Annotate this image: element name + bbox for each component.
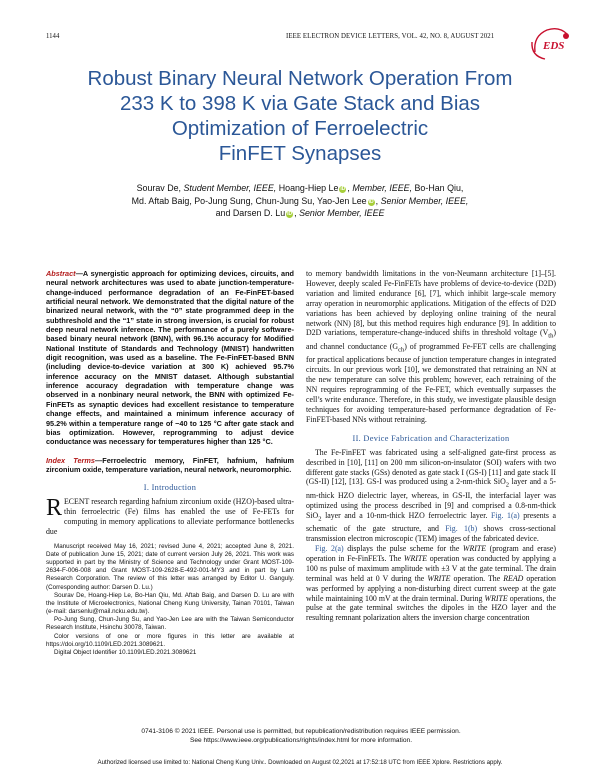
author-name: Md. Aftab Baig, Po-Jung Sung, Chun-Jung Su, Yao-Jen Lee (131, 195, 367, 206)
logo-text: EDS (543, 40, 565, 52)
copyright-line: 0741-3106 © 2021 IEEE. Personal use is permitted, but republication/redistribution requires IEEE permission. (141, 728, 461, 735)
section-heading: II. Device Fabrication and Characterization (352, 433, 510, 443)
intro-continued: to memory bandwidth limitations in the von-Neumann architecture [1]–[5]. However, deeply scaled Fe-FinFETs have problems of device-to-device (D2D) variation and limited endurance [6], [7], which inhibit large-scale memory array operation in neuromorphic applications. Mitigation of the effects of D2D variations has been achieved by deploying online training of the neural network (NN) [8], but this method requires high endurance [9]. In addition to D2D variations, temperature-change-induced shifts in threshold voltage $(V_{th})$ and channel conductance $(G_{ch})$ of programmed Fe-FET cells are challenging for practical applications because of junction temperature changes in integrated circuits. In our previous work [10], we demonstrated that retraining an NN at the new temperature can solve this problem; however, each retraining of the NN requires reprogramming of the Fe-FET, which eventually surpasses the cell’s write endurance. Therefore, in this study, we investigate plausible design techniques for avoiding temperature-based performance degradation of Fe-FinFET-based NNs without retraining. (306, 269, 556, 424)
running-head: IEEE ELECTRON DEVICE LETTERS, VOL. 42, NO. 8, AUGUST 2021 (286, 33, 495, 40)
figure-link[interactable]: Fig. 1(b) (445, 524, 478, 534)
title-line: Optimization of Ferroelectric (171, 117, 429, 140)
section2-paragraph: Fig. 2(a) displays the pulse scheme for the WRITE (program and erase) operation in Fe-FinFETs. The WRITE operation was conducted by applying a 100 ns pulse of maximum amplitude with ±3 V at the gate terminal. The drain terminal was held at 0 V during the WRITE operation. The READ operation was performed by applying a non-disturbing direct current sweep at the gate while maintaining 100 mV at the drain terminal. During WRITE operations, the pulse at the gate terminal switches the dipoles in the HZO layer and the resulting remnant polarization alters the inversion charge concentration (306, 544, 557, 623)
index-terms: Index Terms—Ferroelectric memory, FinFET, hafnium, hafnium zirconium oxide, temperature variation, neural network, neuromorphic. (46, 455, 294, 474)
eds-logo-icon (529, 22, 573, 62)
orcid-icon[interactable]: iD (287, 211, 293, 218)
license-footer: Authorized licensed use limited to: National Cheng Kung Univ.. Downloaded on August 02,2021 at 17:52:18 UTC from IEEE Xplore. Restrictions apply. (97, 759, 503, 766)
drop-cap: R (46, 495, 63, 522)
author-affil: Student Member, IEEE, (183, 183, 277, 193)
copyright-footer (96, 727, 506, 745)
footnotes (46, 543, 294, 657)
author-name: Bo-Han Qiu, (414, 183, 464, 193)
author-affil: Senior Member, IEEE, (380, 195, 469, 206)
footnote: Color versions of one or more figures in this letter are available at https://doi.org/10.1109/LED.2021.3089621. (46, 632, 294, 648)
left-column (46, 269, 294, 657)
author-affil: Senior Member, IEEE (299, 208, 385, 219)
footnote: Po-Jung Sung, Chun-Jung Su, and Yao-Jen Lee are with the Taiwan Semiconductor Research Institute, Hsinchu 30078, Taiwan. (46, 616, 294, 632)
orcid-icon[interactable]: iD (340, 186, 346, 192)
author-affil: Member, IEEE, (352, 183, 413, 193)
paper-title (40, 66, 560, 166)
index-terms-text: Ferroelectric memory, FinFET, hafnium, hafnium zirconium oxide, temperature variation, neural network, neuromorphic. (46, 455, 294, 474)
title-line: 233 K to 398 K via Gate Stack and Bias (119, 92, 481, 115)
eds-logo (529, 22, 573, 62)
section2-paragraph: The Fe-FinFET was fabricated using a self-aligned gate-first process as described in [10], [11] on 200 mm silicon-on-insulator (SOI) wafers with two different gate stacks (GSs) denoted as gate stack I (GS-I) [11] and gate stack II (GS-II) [12], [13]. GS-I was produced using a 2-nm-thick SiO$_2$ layer and a 5-nm-thick HZO dielectric layer, whereas, in GS-II, the interfacial layer was optimized using the process described in [9] and comprised a 0.8-nm-thick SiO$_2$ layer and a 10-nm-thick HZO ferroelectric layer. Fig. 1(a) presents a schematic of the gate structure, and Fig. 1(b) shows cross-sectional transmission electron microscopic (TEM) images of the fabricated device. (306, 447, 556, 544)
author-list: Sourav De, Student Member, IEEE, Hoang-Hiep Le iD , Member, IEEE, Bo-Han Qiu, Md. Aftab Baig, Po-Jung Sung, Chun-Jung Su, Yao-Jen Lee iD , Senior Member, IEEE, and Darsen D. Lu iD , Senior Member, IEEE (131, 183, 469, 219)
abstract-label: Abstract (46, 269, 76, 278)
abstract: Abstract—A synergistic approach for optimizing devices, circuits, and neural network architectures was used to abate junction-temperature-change-induced performance degradation of an Fe-FinFET-based artificial neural network. We demonstrated that the digital nature of the binarized neural network, with the “0” state programmed deep in the subthreshold and the “1” state in strong inversion, is crucial for robust deep neural network inference. The performance of a purely software-based binary neural network (BNN), with 96.1% accuracy for Modified National Institute of Standards and Technology (MNIST) handwritten digit recognition, was used as a baseline. The Fe-FinFET-based BNN (including device-to-device variation at 300 K) achieved 95.7% inference accuracy on the MNIST dataset. Although substantial inference accuracy degradation with temperature change was observed in a nonbinary neural network, the BNN with optimized Fe-FinFETs as synaptic devices had excellent resistance to temperature change effects, and maintained a minimum inference accuracy of 95.2% within a temperature range of −40 to 125 °C after gate stack and bias optimization. However, reprogramming to adjust device conductance was necessary for temperatures higher than 125 °C. (46, 269, 294, 447)
orcid-icon[interactable]: iD (368, 198, 374, 205)
title-line: FinFET Synapses (218, 142, 382, 165)
index-terms-label: Index Terms (46, 455, 95, 465)
figure-link[interactable]: Fig. 2(a) (315, 544, 344, 553)
footnote: Sourav De, Hoang-Hiep Le, Bo-Han Qiu, Md. Aftab Baig, and Darsen D. Lu are with the Institute of Microelectronics, National Cheng Kung University, Tainan 70101, Taiwan (e-mail: darsenlu@mail.ncku.edu.tw). (46, 591, 294, 616)
figure-link[interactable]: Fig. 1(a) (491, 510, 520, 520)
right-column (306, 269, 556, 623)
page-number: 1144 (46, 33, 60, 40)
author-name: Hoang-Hiep Le (278, 183, 339, 193)
abstract-text: A synergistic approach for optimizing devices, circuits, and neural network architectures was used to abate junction-temperature-change-induced performance degradation of an Fe-FinFET-based artificial neural network. We demonstrated that the digital nature of the binarized neural network, with the “0” state programmed deep in the subthreshold and the “1” state in strong inversion, is crucial for robust deep neural network inference. The performance of a purely software-based binary neural network (BNN), with 96.1% accuracy for Modified National Institute of Standards and Technology (MNIST) handwritten digit recognition, was used as a baseline. The Fe-FinFET-based BNN (including device-to-device variation at 300 K) achieved 95.7% inference accuracy on the MNIST dataset. Although substantial inference accuracy degradation with temperature change was observed in a nonbinary neural network, the BNN with optimized Fe-FinFETs as synaptic devices had excellent resistance to temperature change effects, and maintained a minimum inference accuracy of 95.2% within a temperature range of −40 to 125 °C after gate stack and bias optimization. However, reprogramming to adjust device conductance was necessary for temperatures higher than 125 °C. (46, 269, 294, 447)
rights-link[interactable]: See https://www.ieee.org/publications/rights/index.html for more information. (189, 737, 413, 744)
author-name: and Darsen D. Lu (215, 208, 286, 219)
intro-paragraph: RECENT research regarding hafnium zirconium oxide (HZO)-based ultra-thin ferroelectric (Fe) films has enabled the use of Fe-FETs for computing in memory applications to alleviate performance bottlenecks due (46, 495, 294, 536)
title-line: Robust Binary Neural Network Operation From (87, 67, 513, 90)
footnote: Digital Object Identifier 10.1109/LED.2021.3089621 (54, 648, 197, 656)
footnote: Manuscript received May 16, 2021; revised June 4, 2021; accepted June 8, 2021. Date of publication June 15, 2021; date of current version July 26, 2021. This work was supported in part by the Ministry of Science and Technology under Grant MOST-109-2634-F-006-008 and Grant MOST-109-2628-E-492-001-MY3 and in part by Lam Research Corporation. The review of this letter was arranged by Editor U. Ganguly. (Corresponding author: Darsen D. Lu.) (46, 542, 294, 591)
section-heading: I. Introduction (143, 483, 197, 493)
author-name: Sourav De, (136, 183, 182, 193)
